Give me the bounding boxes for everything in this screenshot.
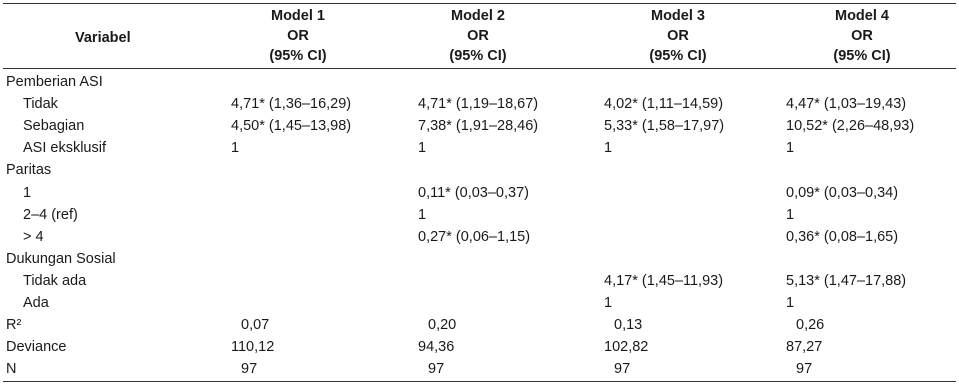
model-4-cell: 1 bbox=[786, 206, 795, 223]
model-2-cell: 4,71* (1,19–18,67) bbox=[418, 96, 539, 113]
model-4-cell: 0,09* (0,03–0,34) bbox=[786, 184, 899, 201]
table-top-rule bbox=[3, 3, 956, 4]
model-2-cell: 1 bbox=[418, 140, 427, 157]
row-label: 1 bbox=[23, 184, 32, 201]
model-ci: (95% CI) bbox=[649, 48, 707, 64]
table-row bbox=[0, 137, 959, 159]
table-row bbox=[0, 204, 959, 226]
model-4-cell: 1 bbox=[786, 295, 795, 311]
model-3-cell: 0,13 bbox=[614, 317, 643, 334]
model-ci: (95% CI) bbox=[449, 48, 507, 64]
model-3-cell: 5,33* (1,58–17,97) bbox=[604, 118, 725, 135]
row-label: R² bbox=[6, 317, 22, 334]
model-3-cell: 102,82 bbox=[604, 339, 649, 356]
model-name: Model 4 bbox=[835, 8, 889, 24]
model-name: Model 1 bbox=[271, 8, 325, 24]
row-label: Dukungan Sosial bbox=[6, 250, 116, 267]
row-label: Tidak bbox=[23, 96, 58, 113]
table-row bbox=[0, 93, 959, 115]
model-stat: OR bbox=[851, 28, 873, 44]
row-label: Tidak ada bbox=[23, 272, 87, 289]
model-2-cell: 0,27* (0,06–1,15) bbox=[418, 228, 531, 245]
table-row bbox=[0, 71, 959, 93]
model-stat: OR bbox=[467, 28, 489, 44]
model-3-cell: 1 bbox=[604, 295, 613, 311]
row-label: Deviance bbox=[6, 339, 67, 356]
table-row bbox=[0, 115, 959, 137]
model-1-cell: 4,71* (1,36–16,29) bbox=[231, 96, 352, 113]
model-4-header bbox=[777, 6, 947, 68]
model-2-header bbox=[393, 6, 563, 68]
table-row bbox=[0, 336, 959, 358]
header-rule bbox=[3, 68, 956, 69]
table-bottom-rule bbox=[3, 381, 956, 382]
model-1-cell: 110,12 bbox=[231, 339, 275, 356]
model-2-cell: 1 bbox=[418, 206, 427, 223]
model-2-cell: 94,36 bbox=[418, 339, 455, 356]
row-label: Sebagian bbox=[23, 118, 85, 135]
model-1-cell: 0,07 bbox=[241, 317, 270, 334]
model-1-header bbox=[213, 6, 383, 68]
model-2-cell: 7,38* (1,91–28,46) bbox=[418, 118, 539, 135]
model-ci: (95% CI) bbox=[833, 48, 891, 64]
model-4-cell: 0,36* (0,08–1,65) bbox=[786, 228, 899, 245]
row-label: Ada bbox=[23, 295, 49, 311]
model-2-cell: 0,11* (0,03–0,37) bbox=[418, 184, 529, 201]
model-3-cell: 4,17* (1,45–11,93) bbox=[604, 272, 724, 289]
model-4-cell: 4,47* (1,03–19,43) bbox=[786, 96, 907, 113]
table-row bbox=[0, 270, 959, 292]
model-1-cell: 97 bbox=[241, 361, 258, 378]
model-name: Model 3 bbox=[651, 8, 705, 24]
model-stat: OR bbox=[667, 28, 689, 44]
model-ci: (95% CI) bbox=[269, 48, 327, 64]
row-label: > 4 bbox=[23, 228, 44, 245]
model-2-cell: 97 bbox=[428, 361, 445, 378]
table-row bbox=[0, 182, 959, 204]
table-row bbox=[0, 314, 959, 336]
model-1-cell: 1 bbox=[231, 140, 240, 157]
table-row bbox=[0, 292, 959, 314]
model-2-cell: 0,20 bbox=[428, 317, 457, 334]
model-3-cell: 1 bbox=[604, 140, 613, 157]
table-row bbox=[0, 159, 959, 181]
model-name: Model 2 bbox=[451, 8, 505, 24]
row-label: 2–4 (ref) bbox=[23, 206, 78, 223]
variable-column-header: Variabel bbox=[75, 30, 131, 46]
model-3-header bbox=[593, 6, 763, 68]
table-row bbox=[0, 358, 959, 380]
row-label: Paritas bbox=[6, 162, 52, 179]
model-4-cell: 97 bbox=[796, 361, 813, 378]
model-4-cell: 1 bbox=[786, 140, 795, 157]
model-4-cell: 87,27 bbox=[786, 339, 823, 356]
row-label: Pemberian ASI bbox=[6, 74, 103, 90]
row-label: ASI eksklusif bbox=[23, 140, 106, 157]
model-stat: OR bbox=[287, 28, 309, 44]
model-4-cell: 0,26 bbox=[796, 317, 825, 334]
model-3-cell: 97 bbox=[614, 361, 631, 378]
table-row bbox=[0, 248, 959, 270]
model-4-cell: 5,13* (1,47–17,88) bbox=[786, 272, 907, 289]
model-3-cell: 4,02* (1,11–14,59) bbox=[604, 96, 724, 113]
model-4-cell: 10,52* (2,26–48,93) bbox=[786, 118, 915, 135]
model-1-cell: 4,50* (1,45–13,98) bbox=[231, 118, 352, 135]
table-row bbox=[0, 226, 959, 248]
row-label: N bbox=[6, 361, 17, 378]
